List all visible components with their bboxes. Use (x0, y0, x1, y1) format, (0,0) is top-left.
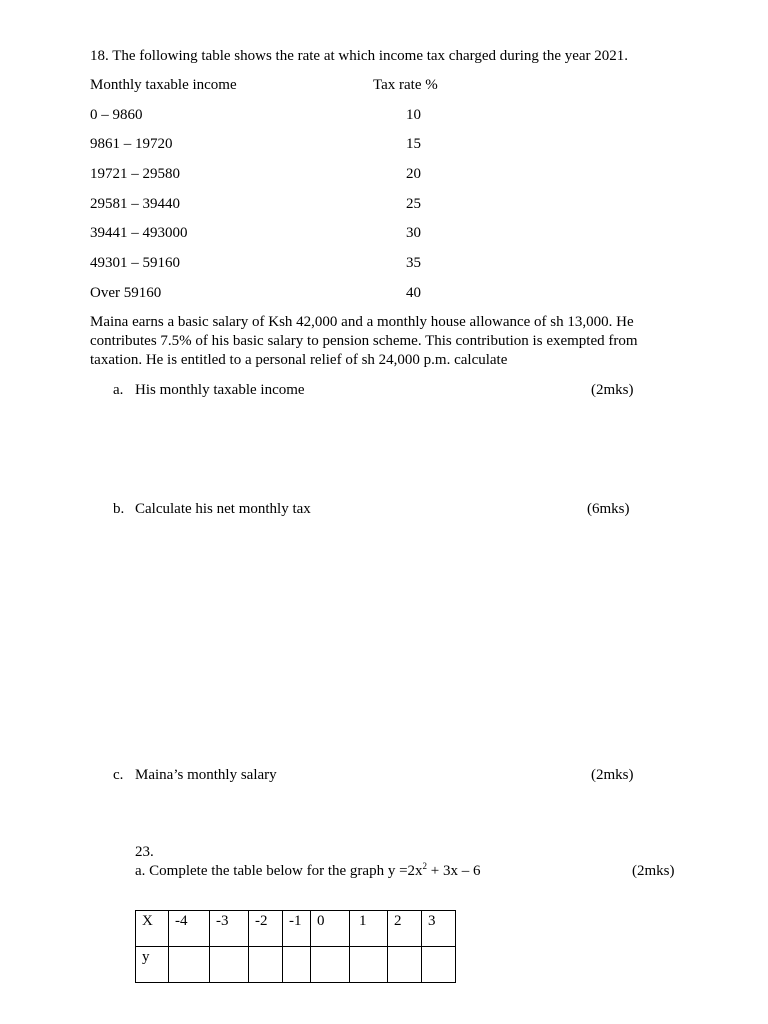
income-band-2: 9861 – 19720 (90, 136, 173, 152)
part-c-text: Maina’s monthly salary (135, 767, 277, 783)
y-value-cell[interactable] (350, 947, 388, 983)
tax-rate-7: 40 (406, 285, 421, 301)
y-value-cell[interactable] (210, 947, 249, 983)
x-value-cell: -1 (283, 911, 311, 947)
part-c-marks: (2mks) (591, 767, 634, 783)
x-header-cell: X (136, 911, 169, 947)
y-value-cell[interactable] (169, 947, 210, 983)
part-a-letter: a. (113, 382, 124, 398)
part-b-text: Calculate his net monthly tax (135, 501, 311, 517)
x-value-cell: -3 (210, 911, 249, 947)
tax-rate-6: 35 (406, 255, 421, 271)
question-18-heading: 18. The following table shows the rate at which income tax charged during the year 2021. (90, 48, 629, 64)
column-header-rate: Tax rate % (373, 77, 438, 93)
part-b-marks: (6mks) (587, 501, 630, 517)
column-header-income: Monthly taxable income (90, 77, 237, 93)
question-23-number: 23. (135, 844, 154, 860)
tax-rate-2: 15 (406, 136, 421, 152)
part-a-prefix: a. Complete the table below for the graph y =2x (135, 863, 423, 879)
x-value-cell: 1 (350, 911, 388, 947)
tax-rate-4: 25 (406, 196, 421, 212)
income-band-7: Over 59160 (90, 285, 162, 301)
question-18-paragraph: Maina earns a basic salary of Ksh 42,000 and a monthly house allowance of sh 13,000. He contributes 7.5% of his basic salary to pension scheme. This contribution is exempted from taxation. He is entitled to a personal relief of sh 24,000 p.m. calculate (90, 314, 638, 368)
part-b-letter: b. (113, 501, 125, 517)
x-row (136, 911, 456, 947)
income-band-3: 19721 – 29580 (90, 166, 180, 182)
question-23-marks: (2mks) (632, 863, 675, 879)
x-value-cell: -2 (249, 911, 283, 947)
x-value-cell: 2 (388, 911, 422, 947)
y-value-cell[interactable] (311, 947, 350, 983)
xy-value-table (135, 910, 456, 983)
part-a-text: His monthly taxable income (135, 382, 305, 398)
y-value-cell[interactable] (283, 947, 311, 983)
tax-rate-5: 30 (406, 225, 421, 241)
income-band-6: 49301 – 59160 (90, 255, 180, 271)
part-a-marks: (2mks) (591, 382, 634, 398)
y-header-cell: y (136, 947, 169, 983)
x-value-cell: 0 (311, 911, 350, 947)
part-c-letter: c. (113, 767, 124, 783)
y-row (136, 947, 456, 983)
income-band-1: 0 – 9860 (90, 107, 143, 123)
x-value-cell: -4 (169, 911, 210, 947)
x-value-cell: 3 (422, 911, 456, 947)
part-a-suffix: + 3x – 6 (427, 863, 481, 879)
y-value-cell[interactable] (388, 947, 422, 983)
income-band-5: 39441 – 493000 (90, 225, 188, 241)
y-value-cell[interactable] (249, 947, 283, 983)
question-23-part-a (135, 862, 481, 880)
income-band-4: 29581 – 39440 (90, 196, 180, 212)
tax-rate-3: 20 (406, 166, 421, 182)
y-value-cell[interactable] (422, 947, 456, 983)
exponent: 2 (422, 861, 428, 871)
tax-rate-1: 10 (406, 107, 421, 123)
